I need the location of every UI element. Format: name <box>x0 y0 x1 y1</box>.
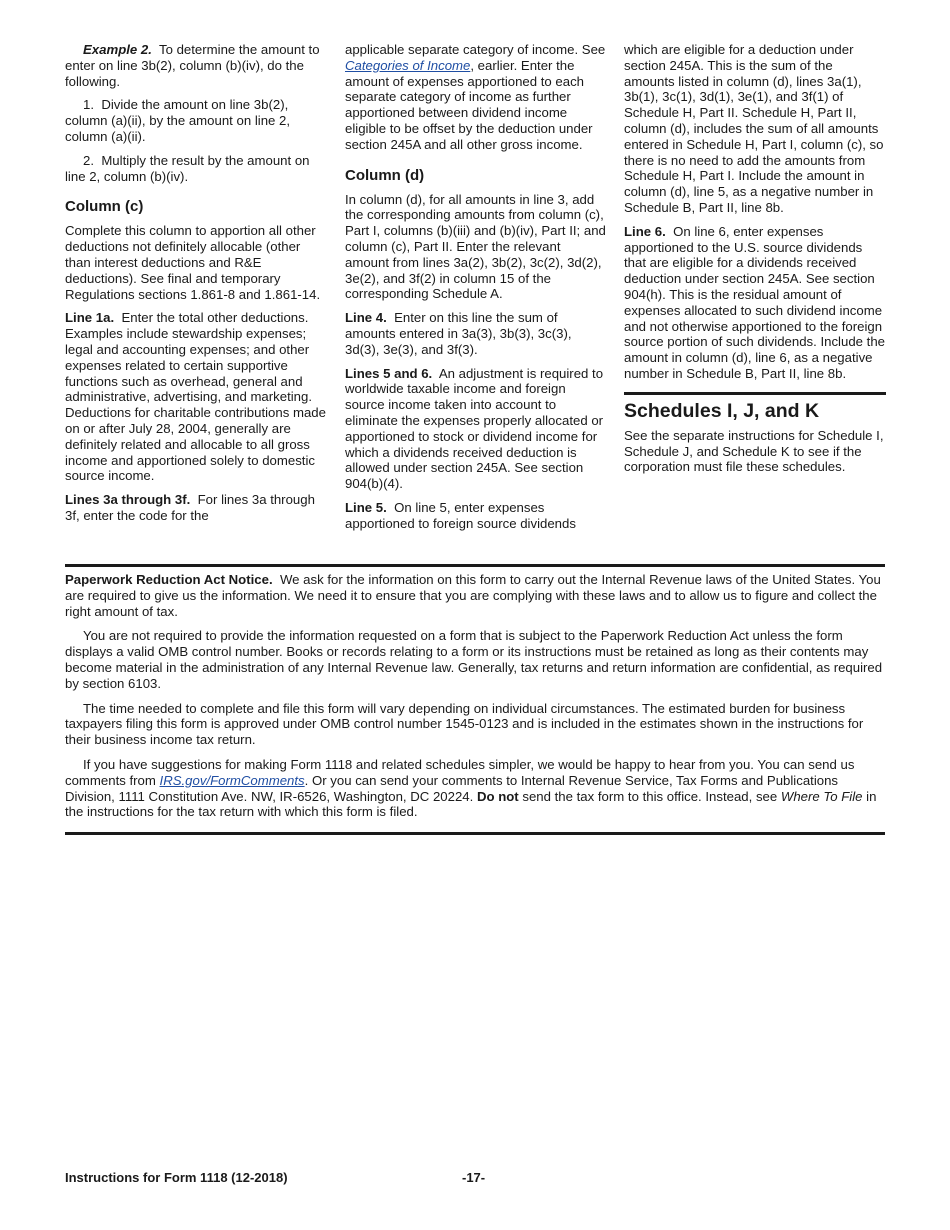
line-1a-paragraph <box>65 310 327 484</box>
step-2: 2. Multiply the result by the amount on line 2, column (b)(iv). <box>65 152 310 184</box>
line-6-paragraph <box>624 224 886 382</box>
notice-paragraph-2: You are not required to provide the information requested on a form that is subject to the Paperwork Reduction Act unless the form displays a valid OMB control number. Books or records relating to a form or its instructions must be retained as long as their contents may become material in the administration of any Internal Revenue law. Generally, tax returns and return information are confidential, as required by section 6103. <box>65 628 883 691</box>
line-5-lead: Line 5. <box>345 499 387 515</box>
line-6-lead: Line 6. <box>624 223 666 239</box>
line-5-continued: which are eligible for a deduction under section 245A. This is the sum of the amounts listed in column (d), lines 3a(1), 3b(1), 3c(1), 3d(1), 3e(1), and 3f(1) of Schedule H, Part II. Schedule H, Part II, column (d), includes the sum of all amounts entered in Schedule H, Part I, column (c), so there is no need to add the amounts from Schedule H, Part I. Include the amount in column (d), line 5, as a negative number in Schedule B, Part II, line 8b. <box>624 42 884 215</box>
lines-3a-text: For lines 3a through 3f, enter the code for the <box>65 492 315 523</box>
column-c-text: Complete this column to apportion all other deductions not definitely allocable (other than interest deductions and R&E deductions). See final and temporary Regulations sections 1.861-8 and 1.861-14. <box>65 223 321 302</box>
notice-paragraph-4 <box>65 757 885 820</box>
categories-text-2: , earlier. Enter the amount of expenses apportioned to each separate category of income as further apportioned between dividend income eligible to be offset by the deduction under section 245A and all other gross income. <box>345 57 593 152</box>
notice-p4-c: send the tax form to this office. Instead, see <box>518 788 781 804</box>
notice-p4-bold: Do not <box>476 788 519 804</box>
notice-lead: Paperwork Reduction Act Notice. <box>65 572 273 587</box>
footer-page-number: -17- <box>462 1170 486 1185</box>
lines-5-and-6-lead: Lines 5 and 6. <box>345 365 433 381</box>
schedules-heading: Schedules I, J, and K <box>624 399 820 422</box>
column-d-text: In column (d), for all amounts in line 3, add the corresponding amounts from column (c), Part I, columns (b)(iii) and (b)(iv), Part II; and column (c), Part II. Enter the relevant amount from lines 3a(2), 3b(2), 3c(2), 3d(2), 3e(2), and 3f(2) in column 15 of the corresponding Schedule A. <box>345 191 606 302</box>
categories-paragraph <box>345 42 607 153</box>
column-3 <box>624 42 886 483</box>
line-4-paragraph <box>345 310 607 357</box>
lines-5-and-6-text: An adjustment is required to worldwide taxable income and foreign source income taken into account to eliminate the expenses properly allocated or apportioned to stock or dividend income for which a dividends received deduction is allowed under section 245A. See section 904(b)(4). <box>345 365 604 492</box>
lines-3a-paragraph <box>65 492 327 524</box>
notice-paragraph-3: The time needed to complete and file this form will vary depending on individual circumstances. The estimated burden for business taxpayers filing this form is approved under OMB control number 1545-0123 and is included in the estimates shown in the instructions for their business income tax return. <box>65 700 864 748</box>
line-6-text: On line 6, enter expenses apportioned to the U.S. source dividends that are eligible for a dividends received deduction under section 245A. See section 904(h). This is the residual amount of expenses allocated to such dividend income and not otherwise apportioned to the foreign source portion of such dividends. Include the amount in column (d), line 6, as a negative number in Schedule B, Part II, line 8b. <box>624 223 885 381</box>
notice-paragraph-1 <box>65 572 885 619</box>
paperwork-notice <box>65 564 885 829</box>
line-1a-lead: Line 1a. <box>65 310 115 326</box>
footer-form-name: Instructions for Form 1118 (12-2018) <box>65 1170 288 1185</box>
notice-p4-a: If you have suggestions for making Form 1118 and related schedules simpler, we would be happy to hear from you. You can send us comments from <box>65 756 855 788</box>
lines-5-and-6-paragraph <box>345 366 607 492</box>
notice-p4-italic: Where To File <box>780 788 863 804</box>
categories-text-1: applicable separate category of income. See <box>345 42 606 57</box>
notice-p4-b: . Or you can send your comments to Internal Revenue Service, Tax Forms and Publications Division, 1111 Constitution Ave. NW, IR-6526, Washington, DC 20224. <box>65 772 839 804</box>
notice-p4-d: in the instructions for the tax return with which this form is filed. <box>65 788 877 820</box>
schedules-section <box>624 392 886 475</box>
line-1a-text: Enter the total other deductions. Examples include stewardship expenses; legal and accounting expenses; and other expenses related to certain supportive functions such as overhead, general and administrative, advertising, and marketing. Deductions for charitable contributions made on or after July 28, 2004, generally are definitely related and allocable to all gross income and apportioned solely to domestic source income. <box>65 310 326 484</box>
example-2-paragraph <box>65 42 327 89</box>
step-1: 1. Divide the amount on line 3b(2), column (a)(ii), by the amount on line 2, column (a)(ii). <box>65 97 291 144</box>
notice-bottom-rule <box>65 832 885 835</box>
line-4-lead: Line 4. <box>345 310 387 326</box>
lines-3a-lead: Lines 3a through 3f. <box>65 492 191 508</box>
column-2 <box>345 42 607 540</box>
column-d-heading: Column (d) <box>345 166 425 184</box>
line-5-paragraph <box>345 500 607 532</box>
line-4-text: Enter on this line the sum of amounts entered in 3a(3), 3b(3), 3c(3), 3d(3), 3e(3), and 3f(3). <box>345 310 572 357</box>
notice-p1-text: We ask for the information on this form to carry out the Internal Revenue laws of the United States. You are required to give us the information. We need it to ensure that you are complying with these laws and to allow us to figure and collect the right amount of tax. <box>65 572 881 619</box>
schedules-text: See the separate instructions for Schedule I, Schedule J, and Schedule K to see if the corporation must file these schedules. <box>624 427 884 475</box>
example-2-lead: Example 2. <box>83 42 152 57</box>
example-2-text: To determine the amount to enter on line 3b(2), column (b)(iv), do the following. <box>65 42 320 89</box>
form-comments-link[interactable]: IRS.gov/FormComments <box>159 772 305 788</box>
column-c-heading: Column (c) <box>65 198 144 216</box>
line-5-text: On line 5, enter expenses apportioned to foreign source dividends <box>345 499 576 531</box>
categories-of-income-link[interactable]: Categories of Income <box>345 57 471 73</box>
column-1 <box>65 42 327 532</box>
